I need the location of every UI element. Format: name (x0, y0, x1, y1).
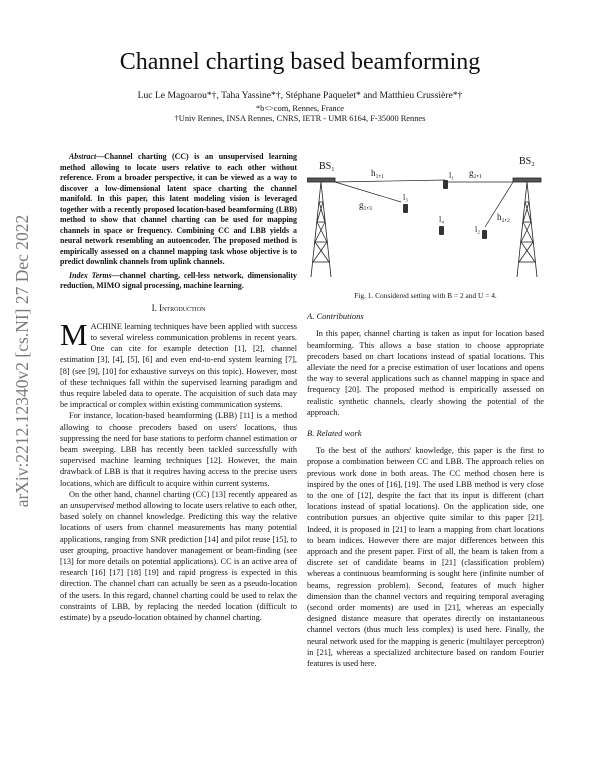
label-g21: g₂,₁ (469, 168, 483, 178)
figure-1-diagram (307, 152, 544, 284)
intro-paragraph-1 (60, 316, 297, 411)
index-terms-label: Index Terms (69, 270, 112, 280)
abstract-label: Abstract (69, 152, 97, 161)
section-introduction-heading: I. Introduction (151, 302, 206, 313)
bs2-tower-icon (513, 178, 541, 277)
link-g13 (335, 182, 401, 202)
link-h11 (335, 180, 445, 182)
affiliation-1: *b<>com, Rennes, France (255, 104, 345, 113)
contributions-paragraph: In this paper, channel charting is taken as input for location based beamforming. This allows a base station to choose appropriate precoders based on chart locations instead of spatial locations. This alleviate the need for a precise estimation of user locations and opens the way to several applications such as channel mapping in space and frequency [20]. The proposed method is empirically assessed on realistic synthetic channels, clearly showing the potential of the approach. (307, 329, 544, 417)
right-column (307, 152, 544, 669)
figure-1 (307, 152, 544, 284)
subsection-related-work-heading: B. Related work (307, 428, 362, 439)
drop-cap: M (60, 316, 88, 352)
user-phone-icon (482, 230, 487, 239)
bs1-tower-icon (307, 178, 335, 277)
intro-paragraph-2: For instance, location-based beamforming (LBB) [11] is a method allowing to choose precoders based on users' locations, thus suppressing the need for base stations to perform channel estimation or beam sweeping. LBB has recently been tackled successfully with supervised machine learning techniques [12]. However, the main drawback of LBB is that it requires having access to the precise users locations, which are difficult to acquire within current systems. (60, 411, 297, 488)
abstract (60, 152, 297, 268)
label-l4: l₄ (439, 215, 445, 224)
affiliation-2: †Univ Rennes, INSA Rennes, CNRS, IETR - UMR 6164, F-35000 Rennes (174, 114, 426, 123)
arxiv-stamp: arXiv:2212.12340v2 [cs.NI] 27 Dec 2022 (12, 214, 32, 508)
label-g13: g₁,₃ (359, 200, 373, 210)
intro-paragraph-1-text: ACHINE learning techniques have been applied with success to several wireless communication problems in recent years. One can cite for example detection [1], [2], channel estimation [3], [4], [5], [6] and even end-to-end system learning [7], [8] (see [9], [10] for exhaustive surveys on this topic). However, most of these techniques fall within the supervised learning paradigm and thus require labeled data to operate. The acquisition of such data may be impractical or complex within existing communication systems. (60, 321, 297, 410)
related-work-paragraph: To the best of the authors' knowledge, this paper is the first to propose a combination between CC and LBB. The approach relies on previous work done in both areas. The CC method chosen here is inspired by the ones of [16], [19]. The used LBB method is very close to the one of [12], despite the fact that its input is different (chart locations instead of spatial locations). On the application side, one contribution pursues an objective quite similar to this paper [21]. Indeed, it is proposed in [21] to learn a mapping from chart locations to beam indices. However there are major differences between this approach and the present paper. First of all, the beam is taken from a discrete set of candidate beams in [21] (classification problem) whereas a continuous beamforming is sought here (infinite number of beams, regression problem). Second, features of much higher dimension than the channel vectors and requiring temporal averaging (second order moments) are used in [21], whereas an especially designed distance measure that operates directly on instantaneous channel vectors (thus much less complex) is used here. Finally, the neural network used for the mapping is generic (multilayer perceptron) in [21], whereas a specialized architecture based on random Fourier features is used here. (307, 446, 544, 669)
user-phone-icon (403, 204, 408, 213)
figure-caption: Fig. 1. Considered setting with B = 2 and U = 4. (354, 291, 497, 300)
user-phone-icon (443, 180, 448, 189)
label-l2: l₂ (475, 225, 481, 234)
intro-p3-emphasis: unsupervised (70, 500, 114, 510)
label-bs2: BS₂ (519, 156, 535, 167)
label-l1: l₁ (449, 171, 455, 180)
paper-title: Channel charting based beamforming (119, 49, 481, 75)
label-h11: h₁,₁ (371, 168, 385, 178)
index-terms (60, 271, 297, 292)
abstract-body: —Channel charting (CC) is an unsupervised learning method allowing to locate users relative to each other without reference. From a broader perspective, it can be viewed as a way to discover a low-dimensional latent space charting the channel manifold. In this paper, this latent modeling vision is leveraged together with a recently proposed location-based beamforming (LBB) method to show that channel charting can be used for mapping channels in space or frequency. Combining CC and LBB yields a neural network resembling an autoencoder. The proposed method is empirically assessed on a channel mapping task whose objective is to predict downlink channels from uplink channels. (60, 152, 297, 266)
left-column (60, 152, 297, 623)
author-list: Luc Le Magoarou*†, Taha Yassine*†, Stéphane Paquelet* and Matthieu Crussière*† (137, 90, 463, 101)
label-bs1: BS₁ (319, 161, 335, 172)
subsection-contributions-heading: A. Contributions (307, 311, 364, 322)
intro-paragraph-3 (60, 489, 297, 623)
user-phone-icon (439, 226, 444, 235)
index-terms-body: —channel charting, cell-less network, dimensionality reduction, MIMO signal processing, machine learning. (60, 270, 298, 290)
label-h22: h₂,₂ (497, 212, 511, 222)
intro-p3-part-b: method allowing to locate users relative to each other, based solely on channel knowledge. Predicting this way the relative locations of users from channel measurements has many potential applications, ranging from SNR prediction [14] and pilot reuse [15], to user grouping, proactive handover management or beam-finding (see [13] for more details on potential applications). CC is an active area of research [16] [17] [18] [19] and rapid progress is expected in this direction. The channel chart can actually be seen as a pseudo-location of the users. In this regard, channel charting could be used to relax the constraints of LBB, by replacing the needed location (difficult to estimate) by a pseudo-location obtained by channel charting. (60, 500, 298, 622)
label-l3: l₃ (403, 193, 409, 202)
intro-p3-part-a: On the other hand, channel charting (CC) [13] recently appeared as an (60, 489, 297, 510)
